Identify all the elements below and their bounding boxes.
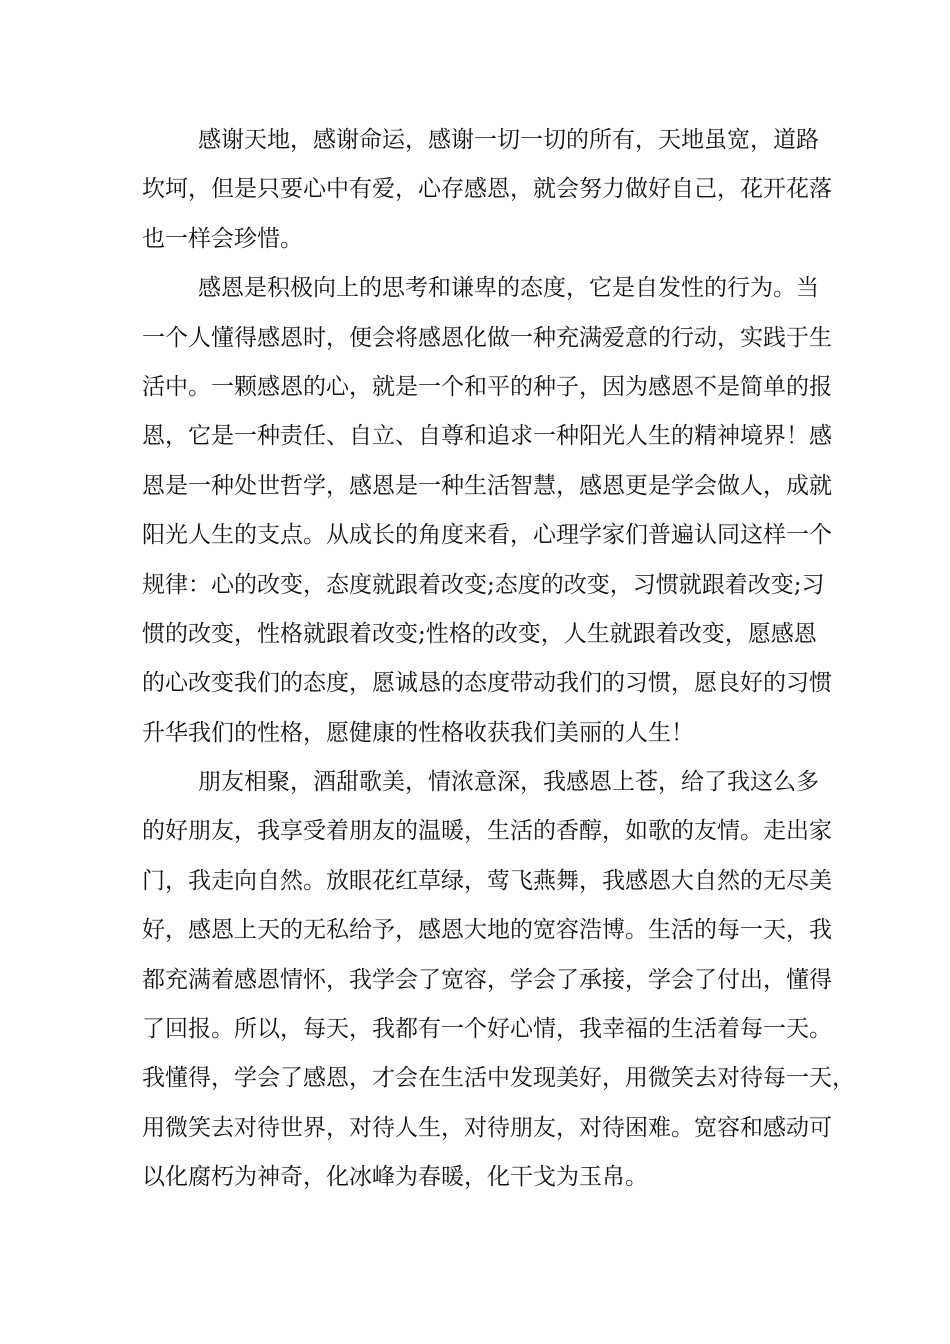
paragraph-line: 活中。一颗感恩的心，就是一个和平的种子，因为感恩不是简单的报 xyxy=(142,373,832,400)
paragraph-line: 坎坷，但是只要心中有爱，心存感恩，就会努力做好自己，花开花落 xyxy=(142,176,832,203)
paragraph-line: 一个人懂得感恩时，便会将感恩化做一种充满爱意的行动，实践于生 xyxy=(142,324,832,351)
paragraph-line: 好，感恩上天的无私给予，感恩大地的宽容浩博。生活的每一天，我 xyxy=(142,917,832,944)
paragraph-line: 门，我走向自然。放眼花红草绿，莺飞燕舞，我感恩大自然的无尽美 xyxy=(142,867,832,894)
paragraph-line: 我懂得，学会了感恩，才会在生活中发现美好，用微笑去对待每一天， xyxy=(142,1065,855,1092)
paragraph-line: 的心改变我们的态度，愿诚恳的态度带动我们的习惯，愿良好的习惯 xyxy=(142,670,832,697)
document-body xyxy=(142,116,855,1203)
paragraph-line: 升华我们的性格，愿健康的性格收获我们美丽的人生！ xyxy=(142,719,694,746)
paragraph-line: 恩，它是一种责任、自立、自尊和追求一种阳光人生的精神境界！感 xyxy=(142,423,832,450)
paragraph-line: 惯的改变，性格就跟着改变;性格的改变，人生就跟着改变，愿感恩 xyxy=(142,620,817,647)
paragraph-line: 规律：心的改变，态度就跟着改变;态度的改变，习惯就跟着改变;习 xyxy=(142,571,825,598)
paragraph-line: 感恩是积极向上的思考和谦卑的态度，它是自发性的行为。当 xyxy=(198,275,819,302)
paragraph-line: 朋友相聚，酒甜歌美，情浓意深，我感恩上苍，给了我这么多 xyxy=(198,769,819,796)
paragraph-line: 阳光人生的支点。从成长的角度来看，心理学家们普遍认同这样一个 xyxy=(142,522,832,549)
paragraph-line: 了回报。所以，每天，我都有一个好心情，我幸福的生活着每一天。 xyxy=(142,1016,832,1043)
paragraph-line: 都充满着感恩情怀，我学会了宽容，学会了承接，学会了付出，懂得 xyxy=(142,966,832,993)
paragraph-3 xyxy=(142,758,855,1203)
paragraph-line: 感谢天地，感谢命运，感谢一切一切的所有，天地虽宽，道路 xyxy=(198,127,819,153)
paragraph-line: 恩是一种处世哲学，感恩是一种生活智慧，感恩更是学会做人，成就 xyxy=(142,472,832,499)
paragraph-1 xyxy=(142,116,832,264)
paragraph-line: 也一样会珍惜。 xyxy=(142,225,303,252)
paragraph-line: 以化腐朽为神奇，化冰峰为春暖，化干戈为玉帛。 xyxy=(142,1164,648,1191)
paragraph-line: 的好朋友，我享受着朋友的温暖，生活的香醇，如歌的友情。走出家 xyxy=(142,818,832,845)
paragraph-line: 用微笑去对待世界，对待人生，对待朋友，对待困难。宽容和感动可 xyxy=(142,1114,832,1141)
paragraph-2 xyxy=(142,264,832,758)
